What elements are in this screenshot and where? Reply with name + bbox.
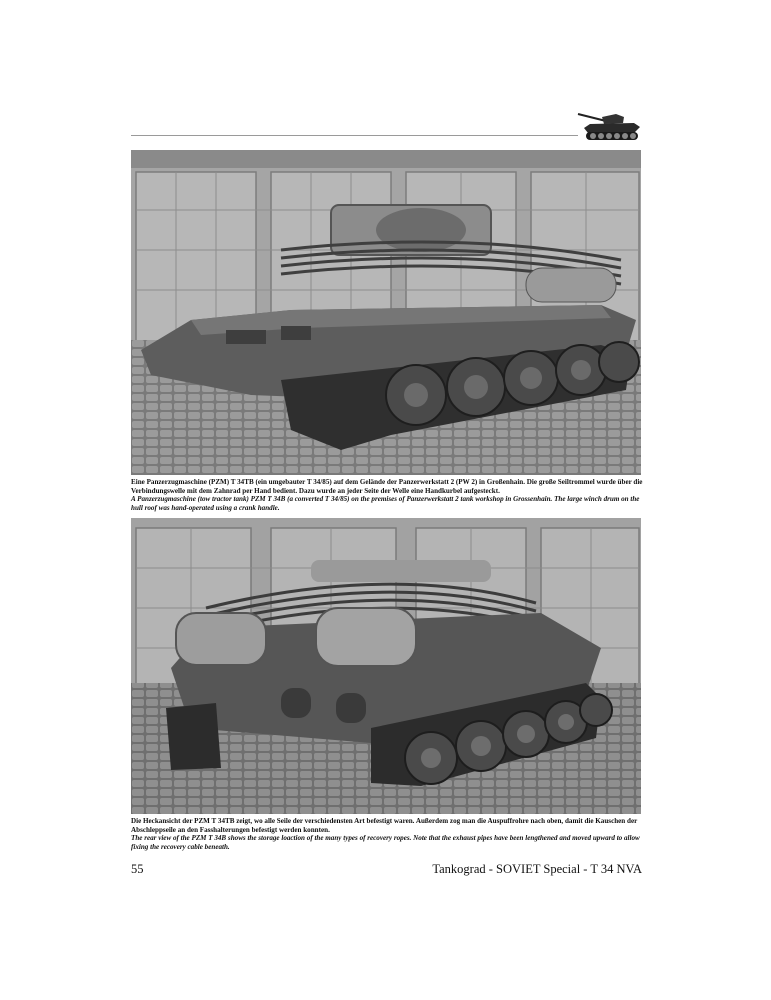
photo-caption-1: [131, 478, 643, 512]
photo-recovery-tank-rear: [131, 518, 641, 814]
caption-english: A Panzerzugmaschine (tow tractor tank) PZM T 34B (a converted T 34/85) on the premises of Panzerwerkstatt 2 tank workshop in Grossenhain. The large winch drum on the hull roof was hand-operated using a crank handle.: [131, 495, 640, 512]
running-footer-title: Tankograd - SOVIET Special - T 34 NVA: [432, 862, 642, 876]
caption-english: The rear view of the PZM T 34B shows the storage loaction of the many types of recovery ropes. Note that the exhaust pipes have been lengthened and moved upward to allow fixing the recovery cable beneath.: [131, 834, 640, 851]
t34-tank-silhouette-icon: [576, 105, 642, 143]
photo-caption-2: [131, 817, 643, 851]
photo-recovery-tank-front: [131, 150, 641, 475]
caption-german: Eine Panzerzugmaschine (PZM) T 34TB (ein umgebauter T 34/85) auf dem Gelände der Panzerwerkstatt 2 (PW 2) in Großenhain. Die große Seiltrommel wurde über die Verbindungswelle mit dem Zahnrad per Hand bedient. Dazu wurde an jeder Seite der Welle eine Handkurbel aufgesteckt.: [131, 478, 643, 495]
page-number: 55: [131, 862, 144, 876]
caption-german: Die Heckansicht der PZM T 34TB zeigt, wo alle Seile der verschiedensten Art befestigt waren. Außerdem zog man die Auspuffrohre nach oben, damit die Kauschen der Abschleppseile an den Fasshalterungen befestigt werden konnten.: [131, 817, 638, 834]
header-rule: [131, 135, 578, 136]
